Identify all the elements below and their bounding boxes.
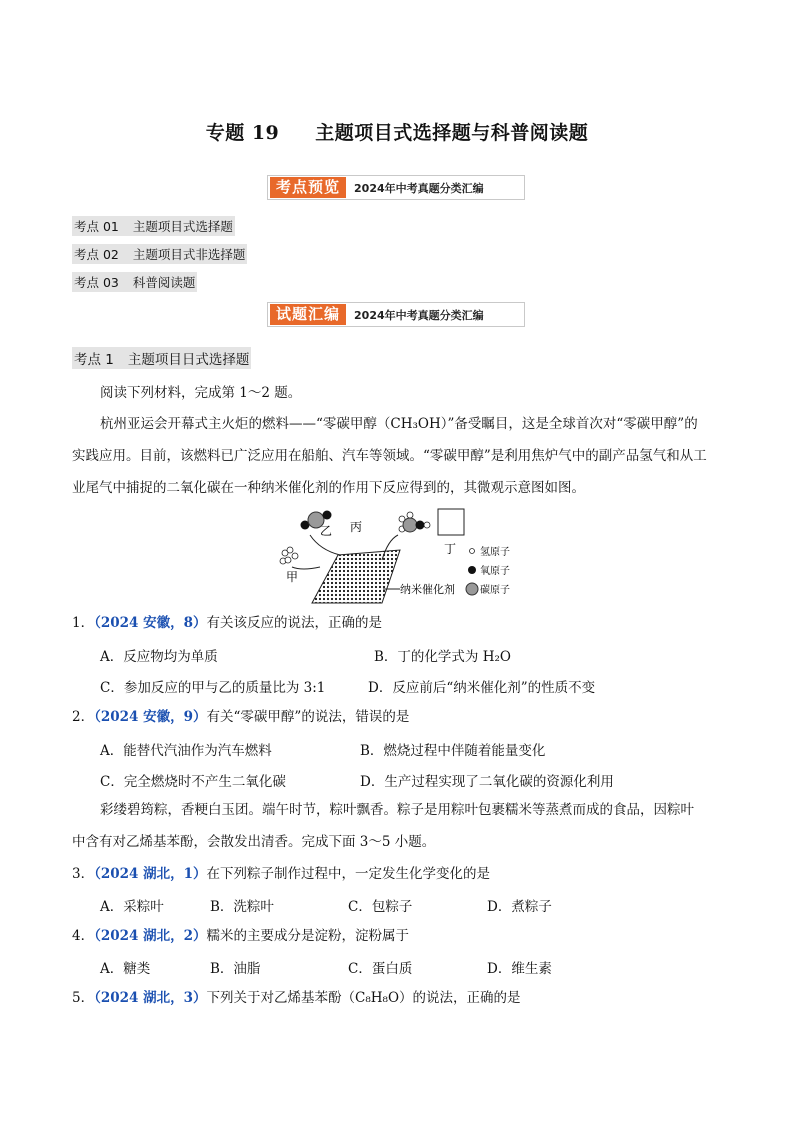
option-d: D．反应前后“纳米催化剂”的性质不变 (368, 680, 596, 696)
preview-banner-tag: 考点预览 (270, 177, 346, 198)
question-4 (72, 926, 732, 946)
preview-banner (267, 175, 525, 200)
option-a: A．反应物均为单质 (100, 649, 218, 665)
option-a: A．能替代汽油作为汽车燃料 (100, 743, 272, 759)
question-stem: 有关“零碳甲醇”的说法，错误的是 (206, 709, 410, 725)
question-source: （2024 安徽，8） (94, 615, 207, 631)
legend-hydrogen-icon (470, 549, 475, 554)
question-source: （2024 安徽，9） (94, 709, 207, 725)
option-b: B．洗粽叶 (210, 899, 274, 915)
kaodian-number: 考点 01 (74, 219, 119, 234)
section-name: 主题项目日式选择题 (127, 352, 250, 368)
question-source: （2024 湖北，1） (94, 866, 207, 882)
unknown-product-box (438, 509, 464, 535)
oxygen-atom (323, 511, 332, 520)
hydrogen-atom (285, 557, 291, 563)
option-b: B．油脂 (210, 961, 261, 977)
question-number: 1． (72, 615, 95, 631)
passage-line: 杭州亚运会开幕式主火炬的燃料——“零碳甲醇（CH₃OH）”备受瞩目，这是全球首次对“零碳甲醇”的 (100, 416, 698, 432)
kaodian-item-2 (72, 244, 247, 264)
page-title (0, 118, 794, 145)
hydrogen-atom (287, 547, 293, 553)
arrow (310, 535, 340, 555)
option-d: D．生产过程实现了二氧化碳的资源化利用 (360, 774, 614, 790)
label-yi: 乙 (320, 524, 333, 538)
option-b: B．燃烧过程中伴随着能量变化 (360, 743, 546, 759)
legend-carbon: 碳原子 (480, 585, 510, 596)
passage-line: 实践应用。目前，该燃料已广泛应用在船舶、汽车等领域。“零碳甲醇”是利用焦炉气中的副产品氢气和从工 (72, 448, 707, 464)
question-source: （2024 湖北，3） (94, 990, 207, 1006)
reaction-diagram (270, 505, 530, 605)
label-bing: 丙 (350, 520, 363, 534)
section-number: 考点 1 (74, 352, 114, 368)
section-heading (72, 347, 251, 369)
option-c: C．参加反应的甲与乙的质量比为 3:1 (100, 680, 326, 696)
question-stem: 在下列粽子制作过程中，一定发生化学变化的是 (206, 866, 491, 882)
kaodian-item-3 (72, 272, 197, 292)
exam-banner-tag: 试题汇编 (270, 304, 346, 325)
title-topic-name: 主题项目式选择题与科普阅读题 (315, 122, 589, 144)
oxygen-atom (416, 521, 425, 530)
kaodian-item-1 (72, 216, 235, 236)
preview-banner-text: 2024年中考真题分类汇编 (354, 181, 484, 195)
option-d: D．煮粽子 (487, 899, 552, 915)
kaodian-number: 考点 03 (74, 275, 119, 290)
legend-hydrogen: 氢原子 (480, 547, 510, 558)
option-b: B．丁的化学式为 H₂O (374, 649, 511, 665)
option-a: A．糖类 (100, 961, 151, 977)
legend-oxygen-icon (468, 566, 476, 574)
question-stem: 糯米的主要成分是淀粉，淀粉属于 (206, 928, 410, 944)
option-c: C．包粽子 (348, 899, 413, 915)
question-number: 5． (72, 990, 95, 1006)
question-3 (72, 864, 732, 884)
question-stem: 下列关于对乙烯基苯酚（C₈H₈O）的说法，正确的是 (206, 990, 521, 1006)
hydrogen-atom (424, 522, 430, 528)
question-number: 2． (72, 709, 95, 725)
label-ding: 丁 (444, 542, 457, 556)
option-d: D．维生素 (487, 961, 552, 977)
question-2 (72, 707, 732, 727)
label-catalyst: 纳米催化剂 (400, 583, 455, 596)
question-number: 4． (72, 928, 95, 944)
kaodian-name: 主题项目式非选择题 (132, 247, 246, 262)
question-5 (72, 988, 732, 1008)
kaodian-name: 科普阅读题 (132, 275, 196, 290)
question-number: 3． (72, 866, 95, 882)
kaodian-name: 主题项目式选择题 (132, 219, 233, 234)
catalyst-surface (312, 550, 400, 603)
option-a: A．采粽叶 (100, 899, 164, 915)
arrow (292, 567, 320, 569)
carbon-atom (403, 518, 417, 532)
option-c: C．完全燃烧时不产生二氧化碳 (100, 774, 286, 790)
title-topic-number: 专题 19 (205, 122, 280, 144)
legend-oxygen: 氧原子 (480, 566, 510, 577)
question-1 (72, 613, 732, 633)
question-stem: 有关该反应的说法，正确的是 (206, 615, 383, 631)
legend-carbon-icon (466, 583, 478, 595)
hydrogen-atom (407, 512, 413, 518)
kaodian-number: 考点 02 (74, 247, 119, 262)
exam-banner (267, 302, 525, 327)
passage-line: 彩缕碧筠粽，香粳白玉团。端午时节，粽叶飘香。粽子是用粽叶包裹糯米等蒸煮而成的食品，因粽叶 (100, 802, 694, 818)
hydrogen-atom (292, 553, 298, 559)
passage-line: 中含有对乙烯基苯酚，会散发出清香。完成下面 3～5 小题。 (72, 834, 436, 850)
passage-line: 业尾气中捕捉的二氧化碳在一种纳米催化剂的作用下反应得到的，其微观示意图如图。 (72, 480, 585, 496)
exam-banner-text: 2024年中考真题分类汇编 (354, 308, 484, 322)
question-source: （2024 湖北，2） (94, 928, 207, 944)
reading-instruction: 阅读下列材料，完成第 1～2 题。 (100, 385, 302, 401)
label-jia: 甲 (286, 570, 299, 584)
option-c: C．蛋白质 (348, 961, 413, 977)
